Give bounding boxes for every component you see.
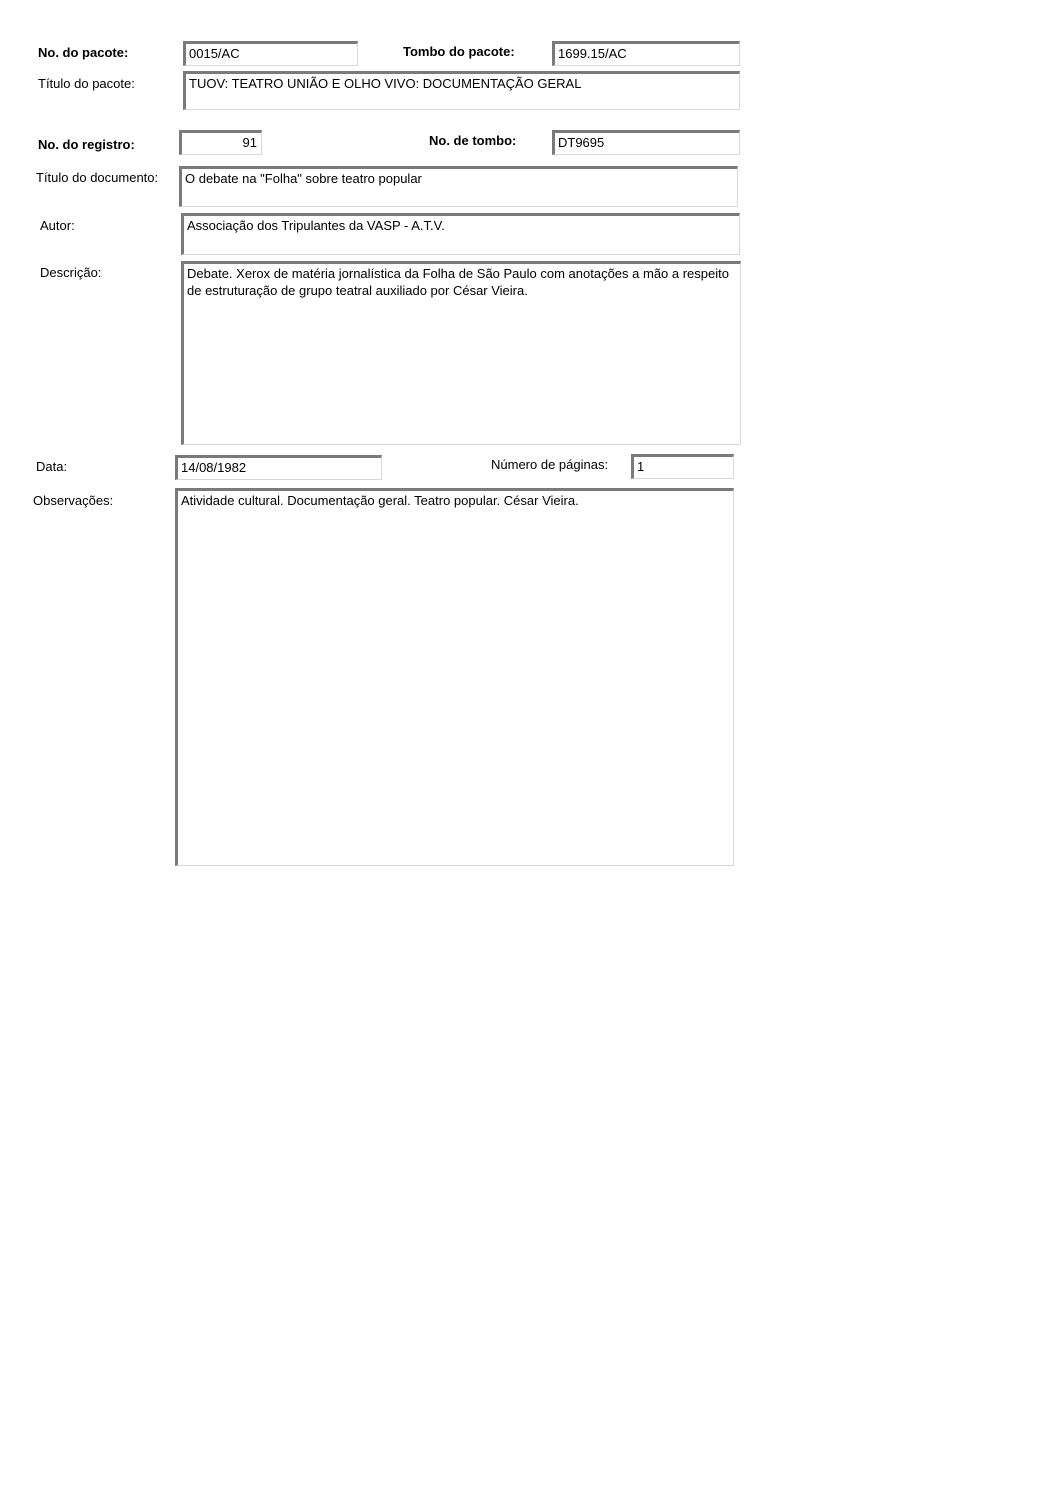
- descricao-label: Descrição:: [40, 265, 102, 280]
- titulo-pacote-field[interactable]: TUOV: TEATRO UNIÃO E OLHO VIVO: DOCUMENTAÇÃO GERAL: [183, 71, 740, 110]
- titulo-documento-label: Título do documento:: [36, 170, 159, 185]
- numero-paginas-label: Número de páginas:: [491, 457, 609, 472]
- no-pacote-field[interactable]: 0015/AC: [183, 41, 358, 66]
- descricao-field[interactable]: Debate. Xerox de matéria jornalística da Folha de São Paulo com anotações a mão a respeito de estruturação de grupo teatral auxiliado por César Vieira.: [181, 261, 741, 445]
- titulo-documento-field[interactable]: O debate na "Folha" sobre teatro popular: [179, 166, 738, 207]
- no-registro-field[interactable]: 91: [179, 130, 262, 155]
- observacoes-field[interactable]: Atividade cultural. Documentação geral. Teatro popular. César Vieira.: [175, 488, 734, 866]
- titulo-pacote-label: Título do pacote:: [38, 76, 135, 91]
- tombo-pacote-field[interactable]: 1699.15/AC: [552, 41, 740, 66]
- no-tombo-field[interactable]: DT9695: [552, 130, 740, 155]
- data-field[interactable]: 14/08/1982: [175, 455, 382, 480]
- data-label: Data:: [36, 459, 68, 474]
- no-tombo-label: No. de tombo:: [429, 133, 517, 148]
- autor-label: Autor:: [40, 218, 75, 233]
- observacoes-label: Observações:: [33, 493, 114, 508]
- autor-field[interactable]: Associação dos Tripulantes da VASP - A.T.V.: [181, 213, 740, 255]
- numero-paginas-field[interactable]: 1: [631, 454, 734, 479]
- no-pacote-label: No. do pacote:: [38, 45, 129, 60]
- no-registro-label: No. do registro:: [38, 137, 135, 152]
- tombo-pacote-label: Tombo do pacote:: [403, 44, 515, 59]
